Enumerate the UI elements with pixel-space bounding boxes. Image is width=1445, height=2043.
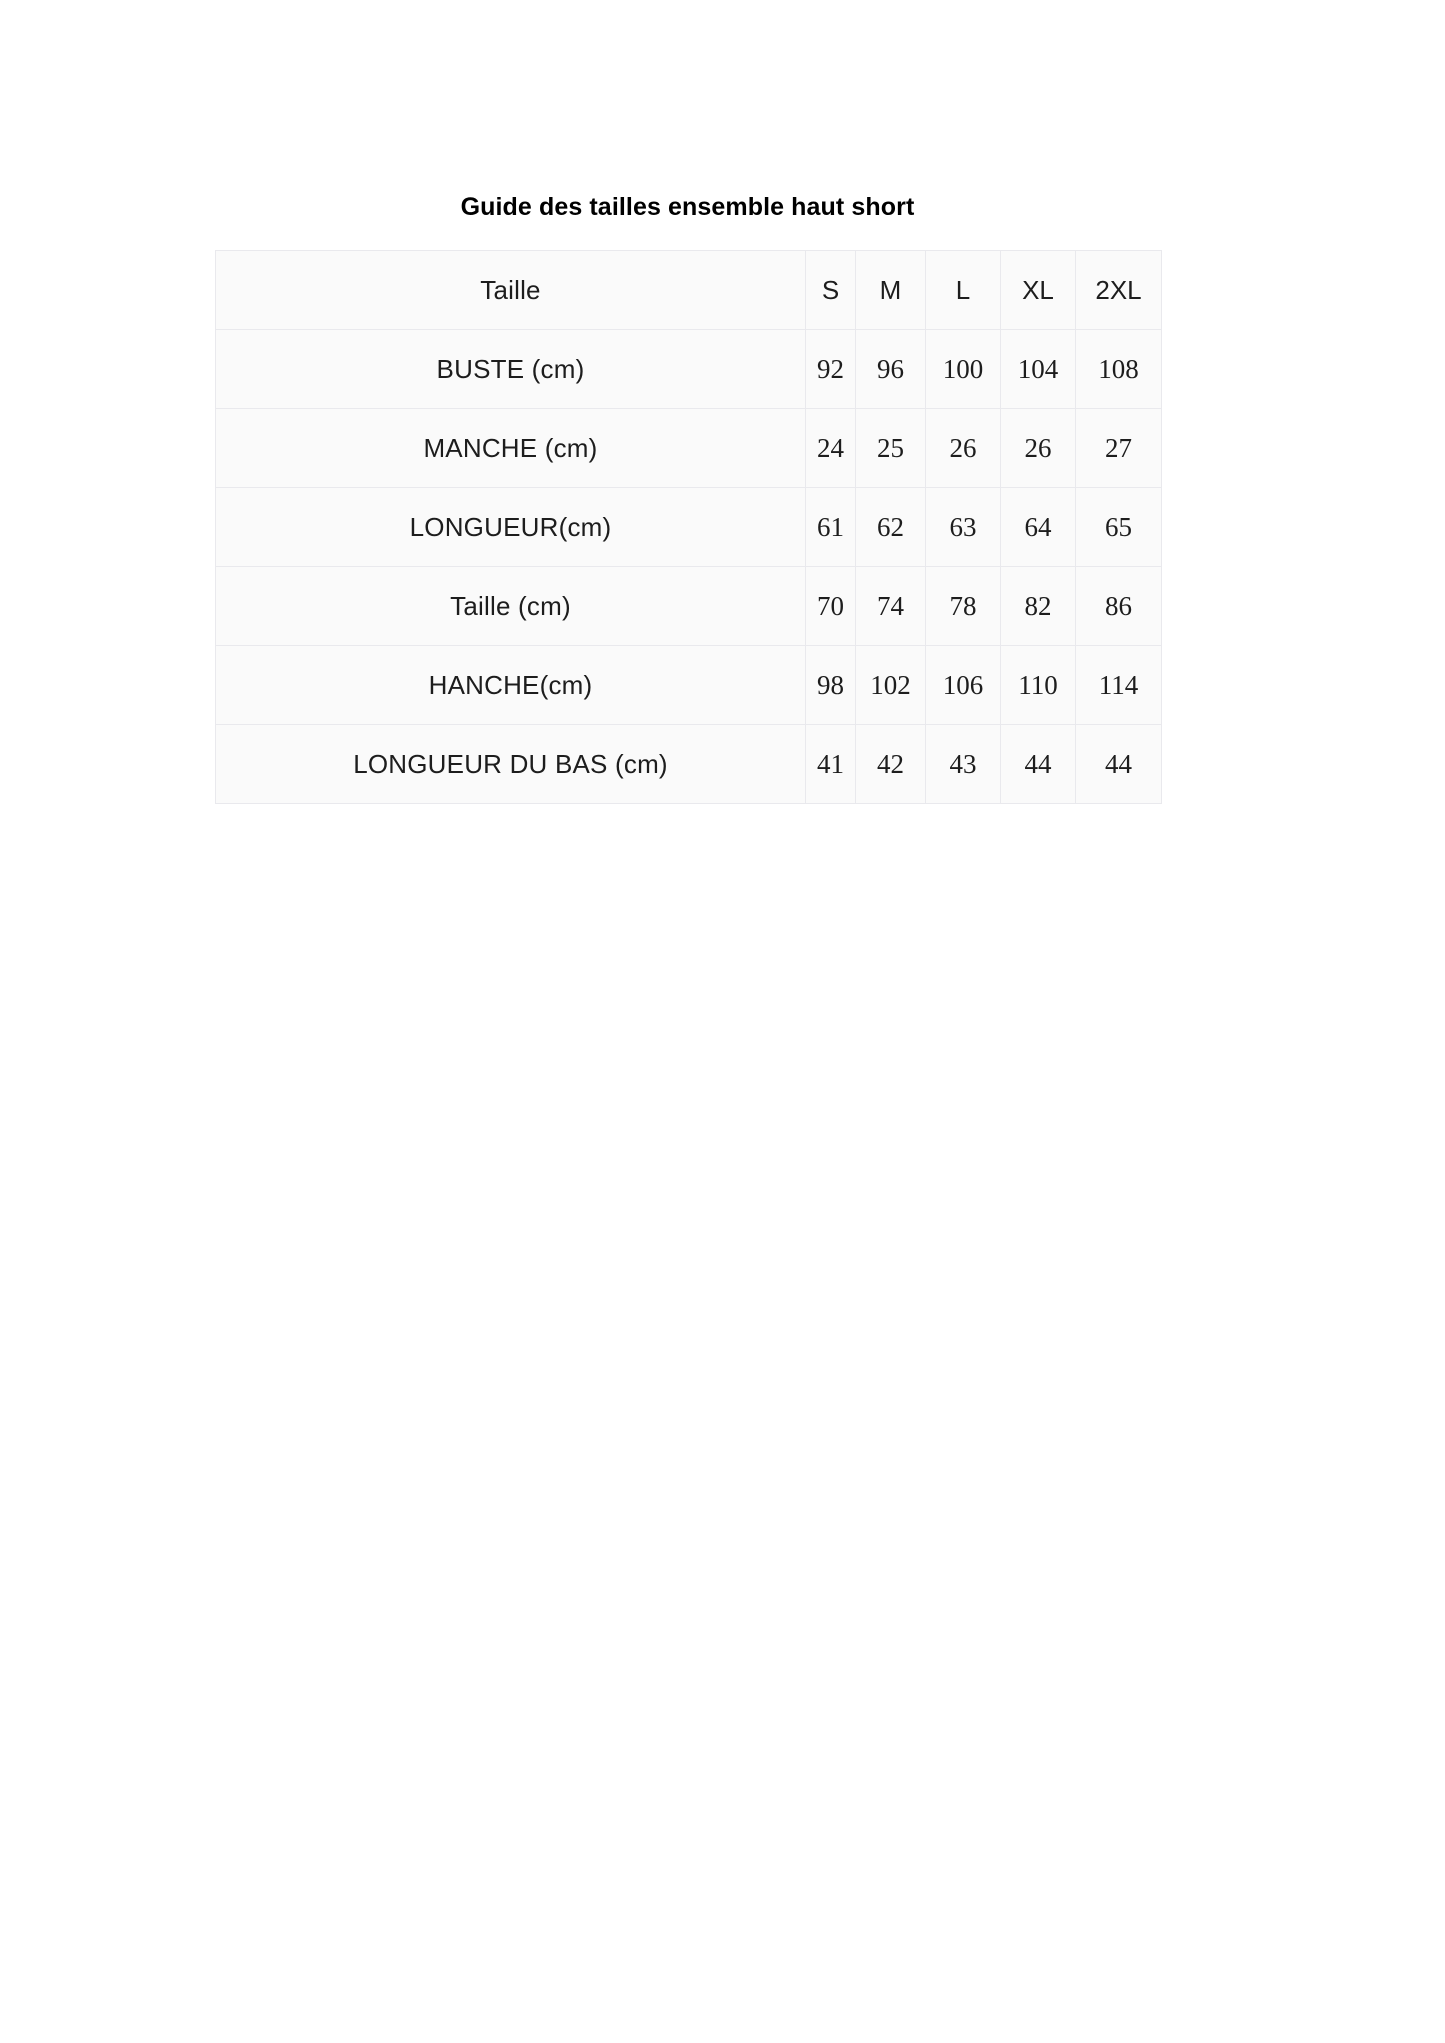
- table-row: [216, 725, 1162, 804]
- row-label-longueur: LONGUEUR(cm): [216, 488, 806, 567]
- cell-buste-xl: 104: [1001, 330, 1076, 409]
- cell-hanche-s: 98: [806, 646, 856, 725]
- header-cell-size-m: M: [856, 251, 926, 330]
- cell-manche-l: 26: [926, 409, 1001, 488]
- size-chart-container: [215, 250, 1161, 804]
- cell-longueur-du-bas-m: 42: [856, 725, 926, 804]
- table-row: [216, 488, 1162, 567]
- header-cell-size-2xl: 2XL: [1076, 251, 1162, 330]
- header-cell-size-l: L: [926, 251, 1001, 330]
- row-label-hanche: HANCHE(cm): [216, 646, 806, 725]
- cell-longueur-2xl: 65: [1076, 488, 1162, 567]
- header-cell-size-xl: XL: [1001, 251, 1076, 330]
- row-label-taille: Taille (cm): [216, 567, 806, 646]
- cell-longueur-s: 61: [806, 488, 856, 567]
- table-row: [216, 330, 1162, 409]
- cell-manche-xl: 26: [1001, 409, 1076, 488]
- row-label-buste: BUSTE (cm): [216, 330, 806, 409]
- cell-taille-m: 74: [856, 567, 926, 646]
- table-row: [216, 646, 1162, 725]
- cell-buste-2xl: 108: [1076, 330, 1162, 409]
- cell-longueur-xl: 64: [1001, 488, 1076, 567]
- row-label-longueur-du-bas: LONGUEUR DU BAS (cm): [216, 725, 806, 804]
- header-cell-size-s: S: [806, 251, 856, 330]
- cell-longueur-du-bas-2xl: 44: [1076, 725, 1162, 804]
- cell-taille-s: 70: [806, 567, 856, 646]
- cell-longueur-m: 62: [856, 488, 926, 567]
- cell-longueur-du-bas-xl: 44: [1001, 725, 1076, 804]
- cell-manche-s: 24: [806, 409, 856, 488]
- table-row: [216, 567, 1162, 646]
- cell-hanche-m: 102: [856, 646, 926, 725]
- cell-manche-m: 25: [856, 409, 926, 488]
- cell-manche-2xl: 27: [1076, 409, 1162, 488]
- header-cell-label: Taille: [216, 251, 806, 330]
- cell-buste-s: 92: [806, 330, 856, 409]
- cell-buste-l: 100: [926, 330, 1001, 409]
- cell-taille-xl: 82: [1001, 567, 1076, 646]
- page-title: Guide des tailles ensemble haut short: [460, 193, 915, 221]
- table-header-row: [216, 251, 1162, 330]
- cell-buste-m: 96: [856, 330, 926, 409]
- cell-hanche-l: 106: [926, 646, 1001, 725]
- cell-longueur-du-bas-l: 43: [926, 725, 1001, 804]
- cell-taille-l: 78: [926, 567, 1001, 646]
- table-row: [216, 409, 1162, 488]
- cell-hanche-2xl: 114: [1076, 646, 1162, 725]
- table-body: [216, 251, 1162, 804]
- row-label-manche: MANCHE (cm): [216, 409, 806, 488]
- cell-longueur-du-bas-s: 41: [806, 725, 856, 804]
- cell-taille-2xl: 86: [1076, 567, 1162, 646]
- cell-hanche-xl: 110: [1001, 646, 1076, 725]
- cell-longueur-l: 63: [926, 488, 1001, 567]
- size-chart-table: [215, 250, 1162, 804]
